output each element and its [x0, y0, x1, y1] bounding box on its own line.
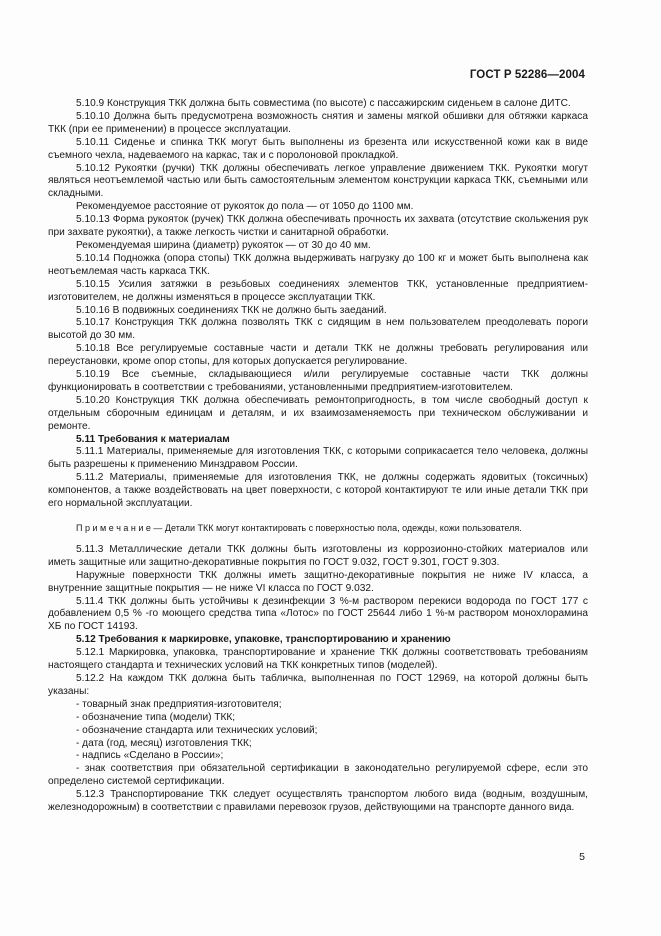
document-body: [48, 98, 588, 815]
paragraph-5-12-3: 5.12.3 Транспортирование ТКК следует осуществлять транспортом любого вида (водным, воздушным, железнодорожным) в соответствии с правилами перевозок грузов, действующими на транспорте данного вида.: [48, 789, 588, 814]
section-heading-5-12: 5.12 Требования к маркировке, упаковке, транспортированию и хранению: [76, 634, 451, 646]
paragraph-5-10-12: 5.10.12 Рукоятки (ручки) ТКК должны обеспечивать легкое управление движением ТКК. Рукоятки могут являться неотъемлемой частью или быть самостоятельным элементом конструкции каркаса ТКК, съемными или складными.: [48, 162, 588, 200]
list-item: - обозначение стандарта или технических условий;: [76, 724, 318, 736]
paragraph-5-10-10: 5.10.10 Должна быть предусмотрена возможность снятия и замены мягкой обшивки для обтяжки каркаса ТКК (при ее применении) в процессе эксплуатации.: [48, 110, 588, 135]
paragraph-5-11-4: 5.11.4 ТКК должны быть устойчивы к дезинфекции 3 %-м раствором перекиси водорода по ГОСТ 177 с добавлением 0,5 % -го моющего средства типа «Лотос» по ГОСТ 25644 либо 1 %-м раствором монохлорамина ХБ по ГОСТ 14193.: [48, 595, 588, 633]
paragraph-5-12-1: 5.12.1 Маркировка, упаковка, транспортирование и хранение ТКК должны соответствовать требованиям настоящего стандарта и технических условий на ТКК конкретных типов (моделей).: [48, 647, 588, 672]
paragraph-5-10-15: 5.10.15 Усилия затяжки в резьбовых соединениях элементов ТКК, установленные предприятием-изготовителем, не должны изменяться в процессе эксплуатации ТКК.: [48, 278, 588, 303]
paragraph-5-10-9: 5.10.9 Конструкция ТКК должна быть совместима (по высоте) с пассажирским сиденьем в салоне ДИТС.: [76, 98, 571, 109]
paragraph-5-10-18: 5.10.18 Все регулируемые составные части и детали ТКК не должны требовать регулирования или переустановки, кроме опор стопы, для которых допускается регулирование.: [48, 343, 588, 368]
page-number: 5: [579, 851, 585, 863]
paragraph-recommendation-width: Рекомендуемая ширина (диаметр) рукояток — от 30 до 40 мм.: [76, 239, 371, 251]
paragraph-5-10-11: 5.10.11 Сиденье и спинка ТКК могут быть выполнены из брезента или искусственной кожи как в виде съемного чехла, надеваемого на каркас, так и с поролоновой прокладкой.: [48, 136, 588, 161]
standard-header: ГОСТ Р 52286—2004: [469, 69, 585, 81]
note: П р и м е ч а н и е — Детали ТКК могут контактировать с поверхностью пола, одежды, кожи пользователя.: [76, 523, 522, 533]
list-item: - товарный знак предприятия-изготовителя;: [76, 698, 282, 710]
paragraph-5-10-13: 5.10.13 Форма рукояток (ручек) ТКК должна обеспечивать прочность их захвата (отсутствие скольжения рук при захвате рукоятки), а также легкость чистки и санитарной обработки.: [48, 214, 588, 239]
section-heading-5-11: 5.11 Требования к материалам: [76, 433, 230, 445]
list-item: - надпись «Сделано в России»;: [76, 750, 224, 762]
list-item: - обозначение типа (модели) ТКК;: [76, 711, 236, 723]
paragraph-5-11-1: 5.11.1 Материалы, применяемые для изготовления ТКК, с которыми соприкасается тело человека, должны быть разрешены к применению Минздравом России.: [48, 446, 588, 471]
paragraph-outer-surfaces: Наружные поверхности ТКК должны иметь защитно-декоративные покрытия не ниже IV класса, а внутренние защитные покрытия — не ниже VI класса по ГОСТ 9.032.: [48, 569, 588, 594]
paragraph-5-11-2: 5.11.2 Материалы, применяемые для изготовления ТКК, не должны содержать ядовитых (токсичных) компонентов, а также воздействовать на цвет поверхности, с которой контактируют те или иные детали ТКК при его нормальной эксплуатации.: [48, 472, 588, 510]
paragraph-recommendation-distance: Рекомендуемое расстояние от рукояток до пола — от 1050 до 1100 мм.: [76, 201, 414, 213]
paragraph-5-10-17: 5.10.17 Конструкция ТКК должна позволять ТКК с сидящим в нем пользователем преодолевать пороги высотой до 30 мм.: [48, 317, 588, 342]
paragraph-5-12-2: 5.12.2 На каждом ТКК должна быть табличка, выполненная по ГОСТ 12969, на которой должны быть указаны:: [48, 672, 588, 697]
list-item: - знак соответствия при обязательной сертификации в законодательно регулируемой сфере, если это определено системой сертификации.: [48, 763, 588, 788]
paragraph-5-10-16: 5.10.16 В подвижных соединениях ТКК не должно быть заеданий.: [76, 304, 387, 316]
paragraph-5-10-19: 5.10.19 Все съемные, складывающиеся и/или регулируемые составные части ТКК должны функционировать в соответствии с требованиями, установленными предприятием-изготовителем.: [48, 369, 588, 393]
paragraph-5-10-20: 5.10.20 Конструкция ТКК должна обеспечивать ремонтопригодность, в том числе свободный доступ к отдельным сборочным единицам и деталям, и их взаимозаменяемость при техническом обслуживании и ремонте.: [48, 394, 588, 432]
list-item: - дата (год, месяц) изготовления ТКК;: [76, 737, 252, 749]
paragraph-5-10-14: 5.10.14 Подножка (опора стопы) ТКК должна выдерживать нагрузку до 100 кг и может быть выполнена как неотъемлемая часть каркаса ТКК.: [48, 252, 588, 277]
paragraph-5-11-3: 5.11.3 Металлические детали ТКК должны быть изготовлены из коррозионно-стойких материалов или иметь защитные или защитно-декоративные покрытия по ГОСТ 9.032, ГОСТ 9.301, ГОСТ 9.303.: [48, 543, 588, 568]
